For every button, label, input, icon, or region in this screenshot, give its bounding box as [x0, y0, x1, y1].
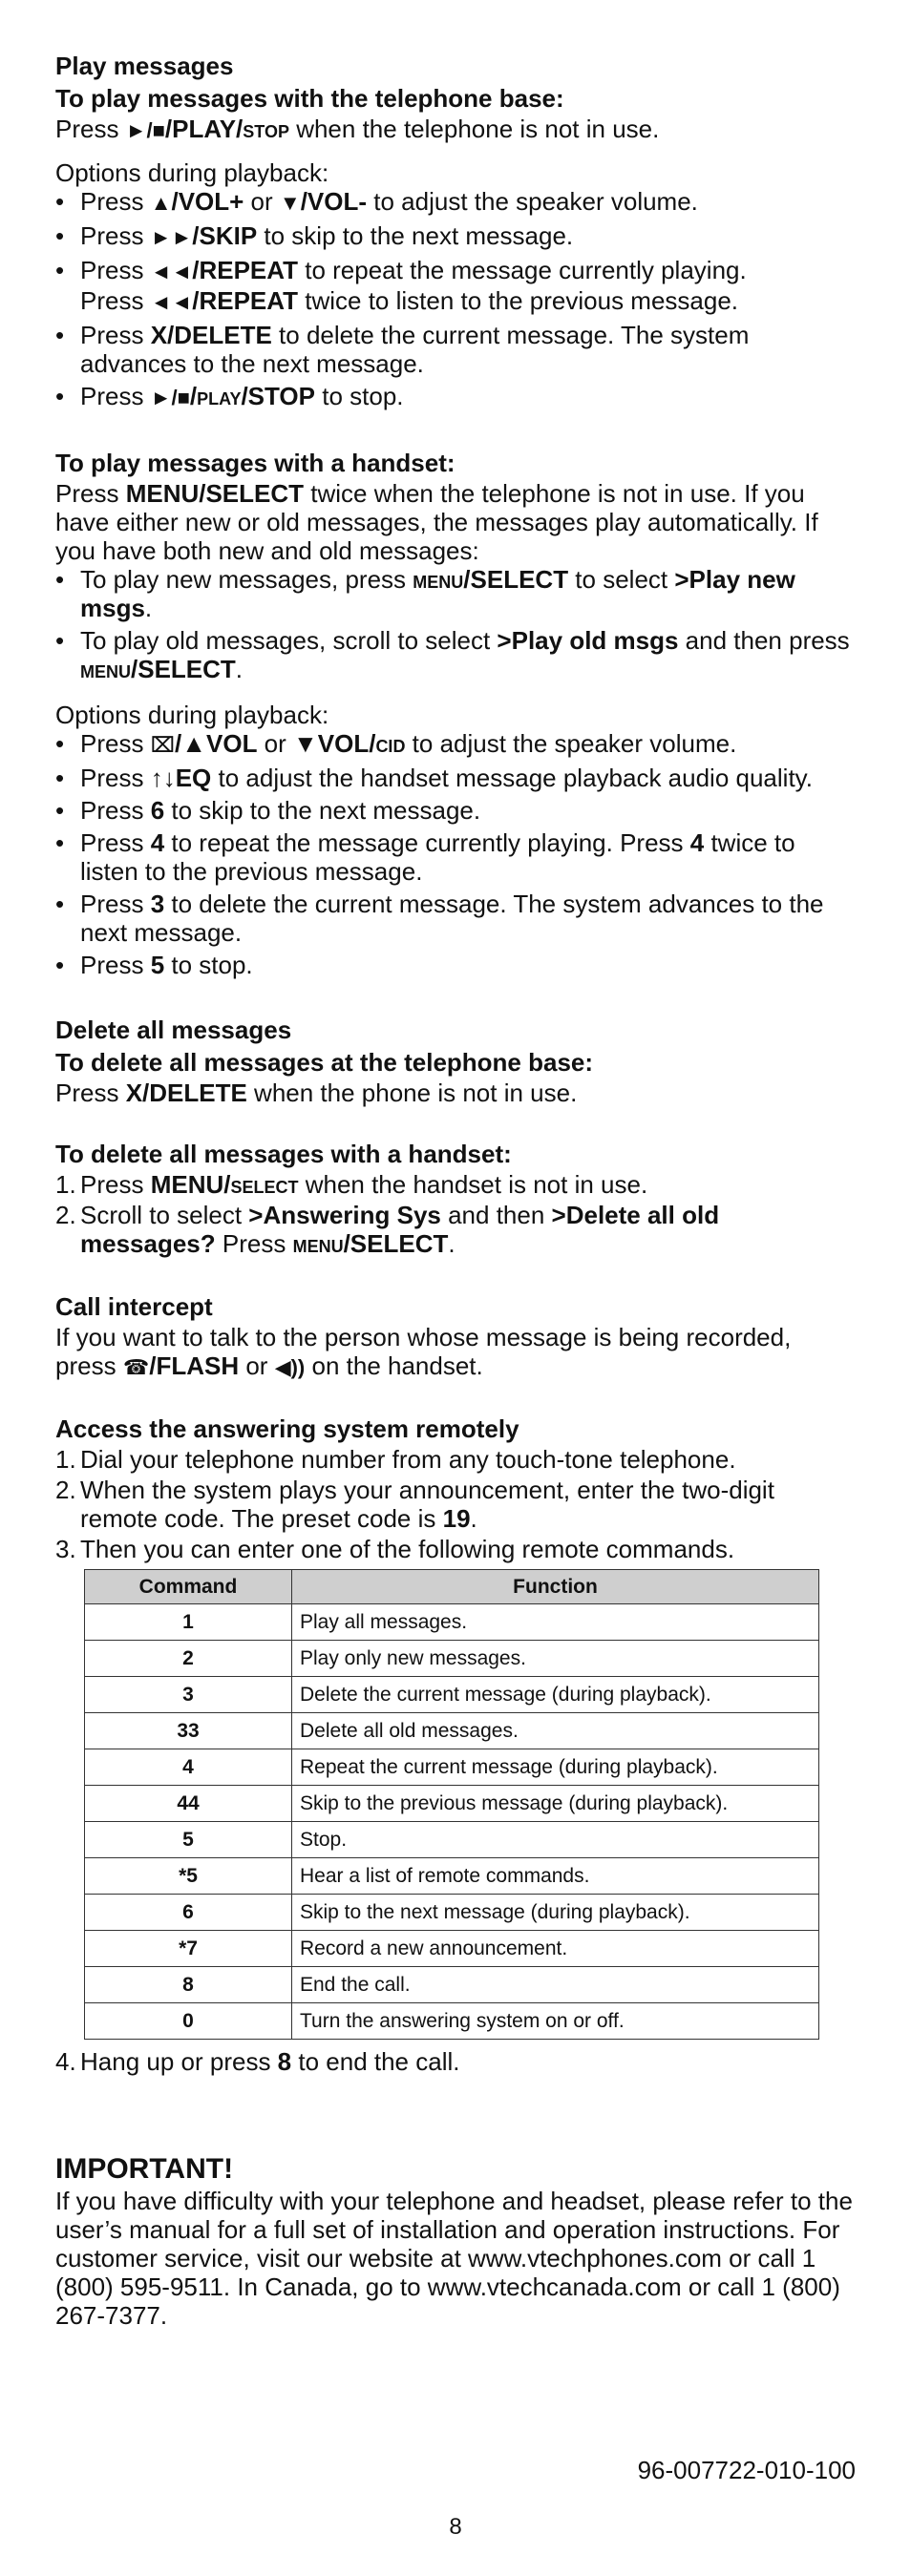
- play-base-instruction: Press ►/■/PLAY/stop when the telephone is not in use.: [55, 115, 660, 143]
- delete-base-instruction: Press X/DELETE when the phone is not in use.: [55, 1079, 578, 1107]
- remote-final-step: [55, 2047, 858, 2076]
- section-title-delete-all: Delete all messages: [55, 1016, 292, 1044]
- options-label: Options during playback:: [55, 701, 329, 729]
- play-stop-icon: ►/■: [150, 386, 190, 409]
- command-cell: 5: [85, 1822, 292, 1858]
- list-item: • Press ↑↓EQ to adjust the handset message playback audio quality.: [55, 764, 858, 792]
- table-row: [85, 1931, 819, 1967]
- command-cell: 0: [85, 2003, 292, 2040]
- list-item: 2. Scroll to select >Answering Sys and then >Delete all old messages? Press menu/SELECT.: [55, 1201, 720, 1258]
- function-cell: Hear a list of remote commands.: [292, 1858, 819, 1895]
- table-row: [85, 1895, 819, 1931]
- command-cell: 33: [85, 1713, 292, 1749]
- delete-handset-steps: [55, 1170, 858, 1258]
- table-row: [85, 1858, 819, 1895]
- list-item: 1. Dial your telephone number from any touch-tone telephone.: [55, 1445, 736, 1474]
- list-item: • Press ▲/VOL+ or ▼/VOL- to adjust the speaker volume.: [55, 187, 858, 218]
- command-cell: *7: [85, 1931, 292, 1967]
- repeat-icon: ◄◄: [150, 290, 193, 314]
- command-cell: 8: [85, 1967, 292, 2003]
- column-header-command: Command: [85, 1570, 292, 1604]
- up-arrow-icon: ▲: [150, 191, 172, 215]
- list-item: • Press 4 to repeat the message currently playing. Press 4 twice to listen to the previous message.: [55, 828, 858, 886]
- options-label: Options during playback:: [55, 158, 329, 187]
- command-cell: *5: [85, 1858, 292, 1895]
- command-cell: 4: [85, 1749, 292, 1786]
- list-item: 1. Press MENU/select when the handset is not in use.: [55, 1170, 648, 1199]
- column-header-function: Function: [292, 1570, 819, 1604]
- function-cell: Skip to the previous message (during playback).: [292, 1786, 819, 1822]
- section-title-play-messages: Play messages: [55, 52, 234, 80]
- table-row: [85, 1967, 819, 2003]
- command-cell: 1: [85, 1604, 292, 1641]
- section-title-call-intercept: Call intercept: [55, 1292, 213, 1321]
- function-cell: Play all messages.: [292, 1604, 819, 1641]
- table-row: [85, 1604, 819, 1641]
- important-text: If you have difficulty with your telephone and headset, please refer to the user’s manual for a full set of installation and operation instructions. For customer service, visit our website at www.vtechphones.com or call 1 (800) 595-9511. In Canada, go to www.vtechcanada.com or call 1 (800) 267-7377.: [55, 2187, 853, 2330]
- list-item: 3. Then you can enter one of the following remote commands.: [55, 1535, 735, 1563]
- function-cell: Skip to the next message (during playback).: [292, 1895, 819, 1931]
- manual-page: [55, 50, 858, 2330]
- volume-key-icon: ⌧: [150, 733, 176, 757]
- section-title-remote-access: Access the answering system remotely: [55, 1414, 519, 1443]
- document-number: 96-007722-010-100: [637, 2456, 856, 2484]
- table-header-row: [85, 1570, 819, 1604]
- table-row: [85, 1677, 819, 1713]
- command-cell: 2: [85, 1641, 292, 1677]
- function-cell: Turn the answering system on or off.: [292, 2003, 819, 2040]
- list-item: • To play new messages, press menu/SELECT to select >Play new msgs.: [55, 565, 858, 622]
- command-cell: 44: [85, 1786, 292, 1822]
- list-item: • Press ►/■/play/STOP to stop.: [55, 382, 858, 412]
- down-arrow-icon: ▼: [279, 191, 301, 215]
- page-number: 8: [449, 2514, 462, 2540]
- function-cell: Record a new announcement.: [292, 1931, 819, 1967]
- list-item: • Press ⌧/▲VOL or ▼VOL/cid to adjust the speaker volume.: [55, 729, 858, 760]
- table-row: [85, 1641, 819, 1677]
- list-item: • Press 3 to delete the current message. The system advances to the next message.: [55, 890, 858, 947]
- remote-commands-table: [84, 1569, 819, 2040]
- table-row: [85, 1822, 819, 1858]
- function-cell: Delete the current message (during playback).: [292, 1677, 819, 1713]
- play-handset-instruction: Press MENU/SELECT twice when the telephone is not in use. If you have either new or old messages, the messages play automatically. If you have both new and old messages:: [55, 479, 818, 565]
- base-playback-options: [55, 187, 858, 412]
- list-item: • Press X/DELETE to delete the current message. The system advances to the next message.: [55, 321, 858, 378]
- table-row: [85, 1713, 819, 1749]
- table-row: [85, 1749, 819, 1786]
- repeat-icon: ◄◄: [150, 260, 193, 283]
- remote-steps: [55, 1445, 858, 1563]
- table-row: [85, 1786, 819, 1822]
- function-cell: Stop.: [292, 1822, 819, 1858]
- important-heading: IMPORTANT!: [55, 2153, 234, 2185]
- function-cell: Delete all old messages.: [292, 1713, 819, 1749]
- subheading-delete-handset: To delete all messages with a handset:: [55, 1140, 512, 1168]
- list-item: 4. Hang up or press 8 to end the call.: [55, 2047, 460, 2076]
- talk-icon: ☎: [122, 1355, 150, 1379]
- subheading-play-base: To play messages with the telephone base:: [55, 84, 564, 113]
- list-item: • Press ►►/SKIP to skip to the next message.: [55, 221, 858, 252]
- command-cell: 3: [85, 1677, 292, 1713]
- list-item: • Press ◄◄/REPEAT to repeat the message currently playing. Press ◄◄/REPEAT twice to listen to the previous message.: [55, 256, 858, 317]
- handset-playback-options: [55, 729, 858, 979]
- skip-icon: ►►: [150, 225, 193, 249]
- call-intercept-text: If you want to talk to the person whose message is being recorded, press ☎/FLASH or ◀)) on the handset.: [55, 1323, 792, 1380]
- command-cell: 6: [85, 1895, 292, 1931]
- function-cell: End the call.: [292, 1967, 819, 2003]
- list-item: • Press 6 to skip to the next message.: [55, 796, 858, 825]
- function-cell: Play only new messages.: [292, 1641, 819, 1677]
- subheading-play-handset: To play messages with a handset:: [55, 449, 456, 477]
- subheading-delete-base: To delete all messages at the telephone base:: [55, 1048, 594, 1077]
- table-row: [85, 2003, 819, 2040]
- speaker-icon: ◀)): [274, 1355, 306, 1379]
- play-stop-icon: ►/■: [125, 118, 165, 142]
- function-cell: Repeat the current message (during playback).: [292, 1749, 819, 1786]
- list-item: 2. When the system plays your announcement, enter the two-digit remote code. The preset code is 19.: [55, 1476, 774, 1533]
- list-item: • To play old messages, scroll to select >Play old msgs and then press menu/SELECT.: [55, 626, 858, 683]
- list-item: • Press 5 to stop.: [55, 951, 858, 979]
- handset-play-choices: [55, 565, 858, 683]
